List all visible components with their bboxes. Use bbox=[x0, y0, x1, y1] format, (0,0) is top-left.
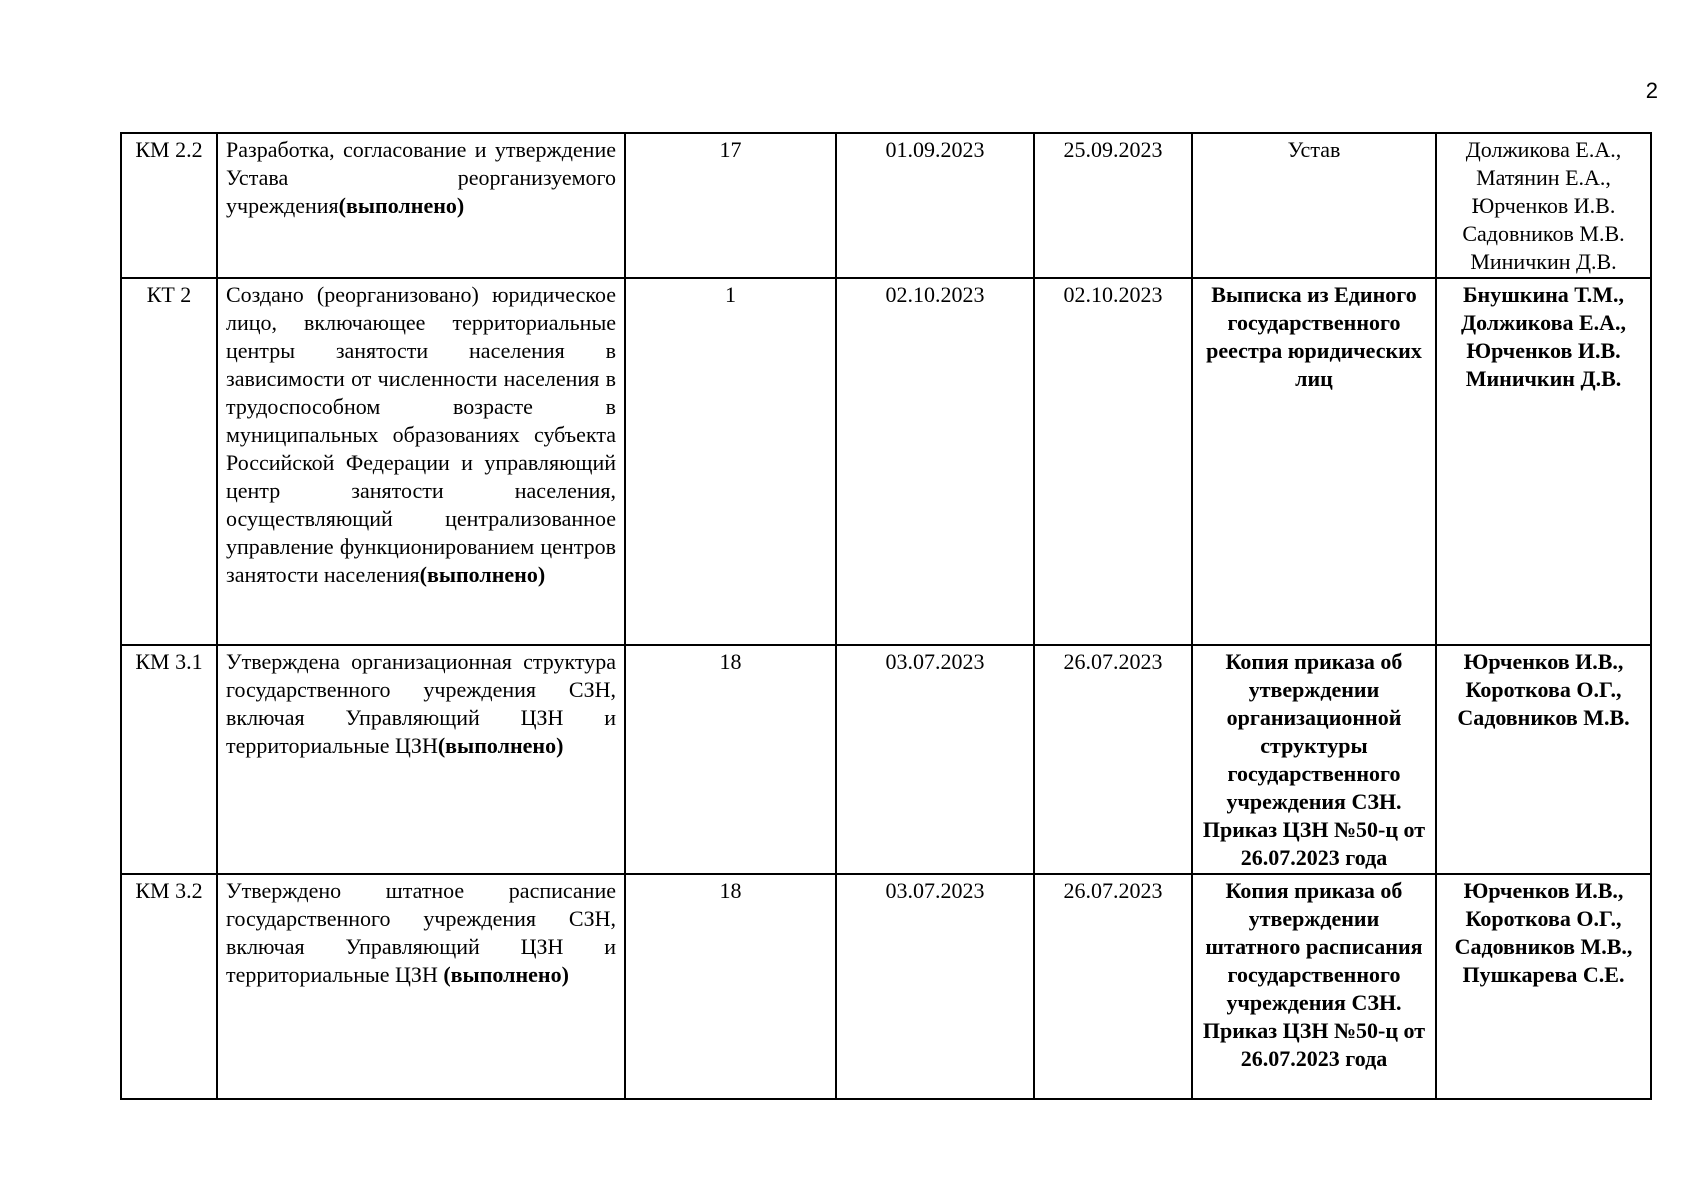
row-responsible bbox=[1436, 278, 1651, 645]
row-status: (выполнено) bbox=[437, 733, 564, 758]
row-document: Устав bbox=[1192, 133, 1436, 278]
row-end-date: 26.07.2023 bbox=[1034, 874, 1192, 1099]
responsible-person: Садовников М.В., bbox=[1454, 934, 1633, 959]
row-end-date: 26.07.2023 bbox=[1034, 645, 1192, 874]
row-responsible bbox=[1436, 874, 1651, 1099]
responsible-person: Юрченков И.В. bbox=[1466, 338, 1621, 363]
row-document: Копия приказа об утверждении штатного расписания государственного учреждения СЗН. Приказ ЦЗН №50-ц от 26.07.2023 года bbox=[1192, 874, 1436, 1099]
table-row bbox=[121, 645, 1651, 874]
row-name-text: Утверждено штатное расписание государственного учреждения СЗН, включая Управляющий ЦЗН и территориальные ЦЗН bbox=[226, 878, 616, 987]
row-status: (выполнено) bbox=[443, 962, 569, 987]
responsible-person: Пушкарева С.Е. bbox=[1462, 962, 1625, 987]
table-row bbox=[121, 874, 1651, 1099]
row-duration: 17 bbox=[625, 133, 836, 278]
row-name bbox=[217, 278, 625, 645]
responsible-person: Миничкин Д.В. bbox=[1470, 249, 1617, 274]
responsible-person: Должикова Е.А., bbox=[1460, 310, 1627, 335]
row-end-date: 02.10.2023 bbox=[1034, 278, 1192, 645]
responsible-person: Юрченков И.В., bbox=[1463, 649, 1624, 674]
responsible-person: Должикова Е.А., bbox=[1465, 137, 1622, 162]
responsible-person: Бнушкина Т.М., bbox=[1462, 282, 1625, 307]
row-name-text: Создано (реорганизовано) юридическое лицо, включающее территориальные центры занятости населения в зависимости от численности населения в трудоспособном возрасте в муниципальных образованиях субъекта Российской Федерации и управляющий центр занятости населения, осуществляющий централизованное управление функционированием центров занятости населения bbox=[226, 282, 616, 587]
plan-table bbox=[120, 132, 1652, 1100]
responsible-person: Короткова О.Г., bbox=[1465, 906, 1622, 931]
row-responsible bbox=[1436, 133, 1651, 278]
row-duration: 1 bbox=[625, 278, 836, 645]
row-code: КМ 3.2 bbox=[121, 874, 217, 1099]
responsible-person: Короткова О.Г., bbox=[1465, 677, 1622, 702]
responsible-person: Садовников М.В. bbox=[1457, 705, 1630, 730]
row-code: КМ 3.1 bbox=[121, 645, 217, 874]
row-code: КТ 2 bbox=[121, 278, 217, 645]
row-document: Копия приказа об утверждении организационной структуры государственного учреждения СЗН. Приказ ЦЗН №50-ц от 26.07.2023 года bbox=[1192, 645, 1436, 874]
row-start-date: 01.09.2023 bbox=[836, 133, 1034, 278]
row-duration: 18 bbox=[625, 645, 836, 874]
row-name-text: Разработка, согласование и утверждение Устава реорганизуемого учреждения bbox=[226, 137, 616, 218]
row-name bbox=[217, 645, 625, 874]
row-start-date: 02.10.2023 bbox=[836, 278, 1034, 645]
responsible-person: Юрченков И.В., bbox=[1463, 878, 1624, 903]
row-start-date: 03.07.2023 bbox=[836, 645, 1034, 874]
row-code: КМ 2.2 bbox=[121, 133, 217, 278]
row-responsible bbox=[1436, 645, 1651, 874]
row-name-text: Утверждена организационная структура государственного учреждения СЗН, включая Управляющий ЦЗН и территориальные ЦЗН bbox=[226, 649, 616, 758]
row-duration: 18 bbox=[625, 874, 836, 1099]
responsible-person: Юрченков И.В. bbox=[1471, 193, 1616, 218]
row-end-date: 25.09.2023 bbox=[1034, 133, 1192, 278]
table-row bbox=[121, 133, 1651, 278]
responsible-person: Матянин Е.А., bbox=[1476, 165, 1611, 190]
responsible-person: Миничкин Д.В. bbox=[1465, 366, 1622, 391]
table-row bbox=[121, 278, 1651, 645]
row-status: (выполнено) bbox=[419, 562, 546, 587]
responsible-person: Садовников М.В. bbox=[1462, 221, 1625, 246]
row-name bbox=[217, 133, 625, 278]
row-document: Выписка из Единого государственного реестра юридических лиц bbox=[1192, 278, 1436, 645]
row-status: (выполнено) bbox=[338, 193, 465, 218]
page-number: 2 bbox=[1645, 78, 1658, 103]
row-name bbox=[217, 874, 625, 1099]
row-start-date: 03.07.2023 bbox=[836, 874, 1034, 1099]
